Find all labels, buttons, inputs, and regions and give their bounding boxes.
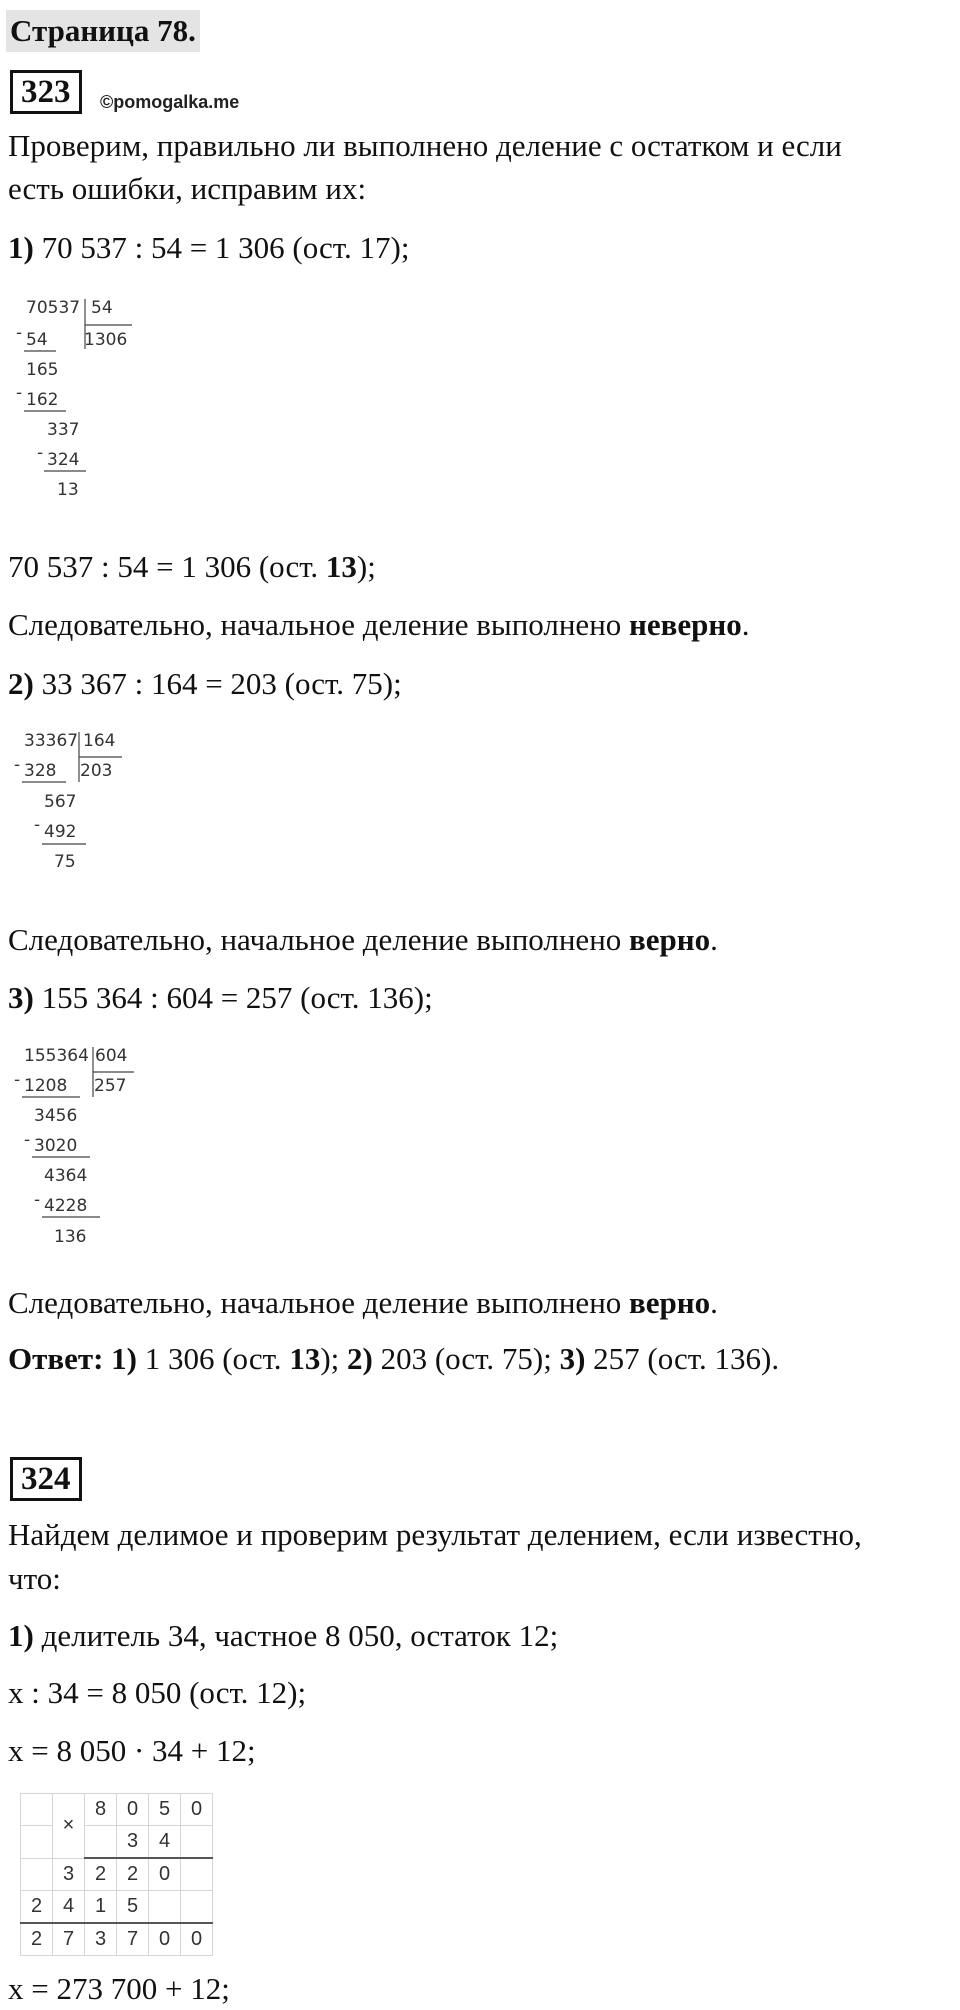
division-1-dividend: 70537: [26, 298, 81, 318]
division-1-divisor: 54: [91, 298, 113, 318]
division-3-quotient: 257: [94, 1076, 127, 1096]
division-3-remainder: 136: [54, 1227, 87, 1247]
task-324-equation-2: x = 8 050 · 34 + 12;: [8, 1733, 256, 1768]
svg-text:-: -: [34, 1190, 41, 1210]
task-323-conclusion-2: Следовательно, начальное деление выполнено верно.: [8, 922, 718, 957]
division-3-row: 3020: [34, 1136, 78, 1156]
task-324-equation-1: x : 34 = 8 050 (ост. 12);: [8, 1675, 307, 1710]
division-1-row: 337: [47, 420, 80, 440]
watermark: ©pomogalka.me: [100, 92, 240, 112]
division-1-row: 324: [47, 450, 80, 470]
division-3-row: 3456: [34, 1106, 78, 1126]
svg-text:-: -: [14, 1070, 21, 1090]
svg-text:-: -: [16, 383, 23, 403]
task-324-intro: Найдем делимое и проверим результат делением, если известно,: [8, 1517, 862, 1552]
task-324-equation-3: x = 273 700 + 12;: [8, 1971, 230, 2006]
task-323-answer: Ответ: 1) 1 306 (ост. 13); 2) 203 (ост. 75); 3) 257 (ост. 136).: [8, 1341, 780, 1376]
svg-text:-: -: [34, 815, 41, 835]
division-3-row: 1208: [24, 1076, 68, 1096]
division-1-row: 54: [26, 330, 48, 350]
division-3-row: 4228: [44, 1196, 88, 1216]
task-323-intro-cont: есть ошибки, исправим их:: [8, 171, 367, 206]
long-division-1: [14, 297, 164, 507]
svg-text:-: -: [37, 443, 44, 463]
long-division-2: [14, 730, 164, 880]
task-323-item-2: 2) 33 367 : 164 = 203 (ост. 75);: [8, 666, 402, 701]
division-3-dividend: 155364: [24, 1046, 89, 1066]
division-1-remainder: 13: [57, 480, 79, 500]
task-324-item-1: 1) делитель 34, частное 8 050, остаток 12;: [8, 1618, 559, 1653]
svg-text:-: -: [14, 755, 21, 775]
division-3-divisor: 604: [95, 1046, 128, 1066]
task-324-intro-cont: что:: [8, 1561, 61, 1596]
division-1-row: 162: [26, 390, 59, 410]
division-2-row: 328: [24, 761, 57, 781]
grid-row: × 8 0 5 0: [21, 1794, 213, 1826]
task-323-conclusion-3: Следовательно, начальное деление выполнено верно.: [8, 1285, 718, 1320]
multiply-sign: ×: [53, 1794, 85, 1859]
task-323-item-3: 3) 155 364 : 604 = 257 (ост. 136);: [8, 980, 433, 1015]
task-323-item-1: 1) 70 537 : 54 = 1 306 (ост. 17);: [8, 230, 410, 265]
task-number-323: 323: [10, 70, 82, 114]
svg-text:-: -: [24, 1130, 31, 1150]
division-2-divisor: 164: [83, 731, 116, 751]
long-division-3: [14, 1045, 174, 1255]
grid-row: 3 2 2 0: [21, 1858, 213, 1891]
page-title: Страница 78.: [6, 10, 200, 52]
division-3-row: 4364: [44, 1166, 88, 1186]
task-323-intro: Проверим, правильно ли выполнено деление с остатком и если: [8, 128, 842, 163]
division-2-dividend: 33367: [24, 731, 79, 751]
svg-text:-: -: [16, 323, 23, 343]
multiplication-grid: [20, 1793, 213, 1956]
task-number-324: 324: [10, 1457, 82, 1501]
division-2-row: 567: [44, 792, 77, 812]
division-2-row: 492: [44, 822, 77, 842]
grid-row: 2 7 3 7 0 0: [21, 1923, 213, 1956]
division-2-remainder: 75: [54, 852, 76, 872]
division-1-row: 165: [26, 360, 59, 380]
division-2-quotient: 203: [80, 761, 113, 781]
grid-row: 3 4: [21, 1826, 213, 1859]
task-323-conclusion-1: Следовательно, начальное деление выполнено неверно.: [8, 607, 750, 642]
task-323-fix-1: 70 537 : 54 = 1 306 (ост. 13);: [8, 549, 376, 584]
grid-row: 2 4 1 5: [21, 1891, 213, 1924]
division-1-quotient: 1306: [84, 330, 128, 350]
